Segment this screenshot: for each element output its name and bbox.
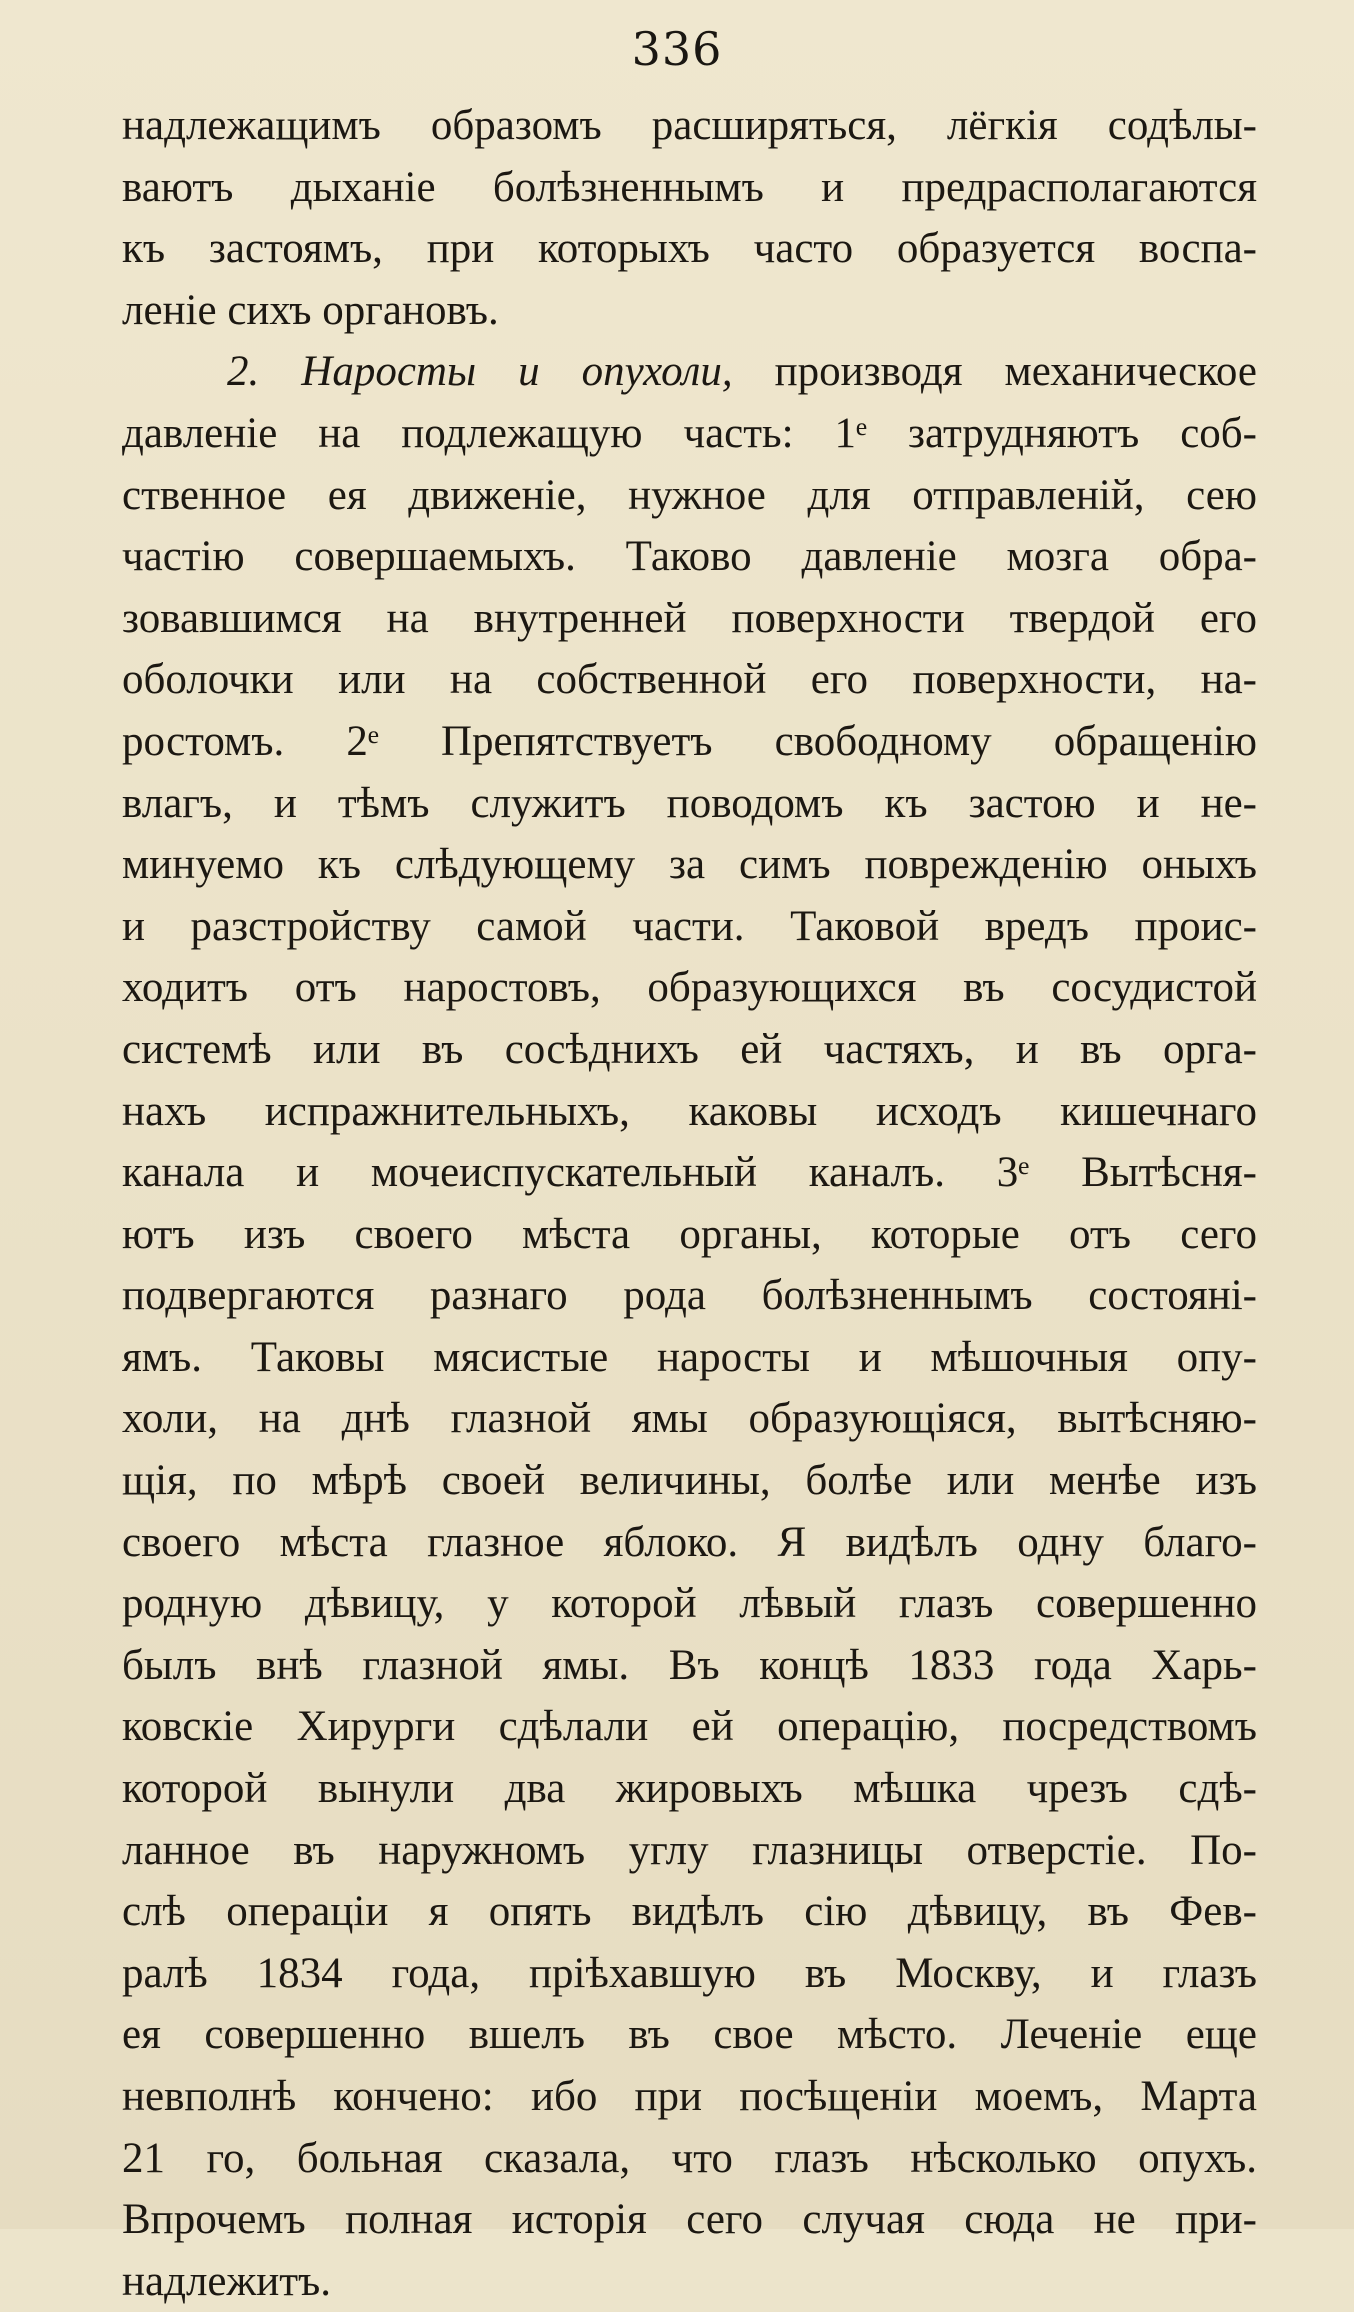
text-line: влагъ, и тѣмъ служитъ поводомъ къ застою и не- bbox=[122, 779, 1257, 827]
text-line: ственное ея движеніе, нужное для отправленій, сею bbox=[122, 471, 1257, 519]
text-line: ралѣ 1834 года, пріѣхавшую въ Москву, и глазъ bbox=[122, 1949, 1257, 1997]
text-line: ямъ. Таковы мясистые наросты и мѣшочныя опу- bbox=[122, 1333, 1257, 1381]
text-line: ваютъ дыханіе болѣзненнымъ и предрасполагаются bbox=[122, 163, 1257, 211]
text-line: частію совершаемыхъ. Таково давленіе мозга обра- bbox=[122, 533, 1257, 581]
text-line: ланное въ наружномъ углу глазницы отверстіе. По- bbox=[122, 1826, 1257, 1874]
text-line: Впрочемъ полная исторія сего случая сюда не при- bbox=[122, 2196, 1257, 2244]
text-line: подвергаются разнаго рода болѣзненнымъ состояні- bbox=[122, 1272, 1257, 1320]
paragraph-heading-line bbox=[122, 341, 1257, 403]
text-line: ходитъ отъ наростовъ, образующихся въ сосудистой bbox=[122, 964, 1257, 1012]
text-line: минуемо къ слѣдующему за симъ поврежденію оныхъ bbox=[122, 841, 1257, 889]
text-line: системѣ или въ сосѣднихъ ей частяхъ, и въ орга- bbox=[122, 1025, 1257, 1073]
text-line: своего мѣста глазное яблоко. Я видѣлъ одну благо- bbox=[122, 1518, 1257, 1566]
text-line: давленіе на подлежащую часть: 1ᵉ затрудняютъ соб- bbox=[122, 409, 1257, 457]
text-line: ростомъ. 2ᵉ Препятствуетъ свободному обращенію bbox=[122, 717, 1257, 765]
text-line: слѣ операціи я опять видѣлъ сію дѣвицу, въ Фев- bbox=[122, 1888, 1257, 1936]
page-number: 336 bbox=[631, 22, 723, 76]
text-line: нахъ испражнительныхъ, каковы исходъ кишечнаго bbox=[122, 1087, 1257, 1135]
text-fragment: производя механическое bbox=[774, 348, 1257, 396]
text-line: къ застоямъ, при которыхъ часто образуется воспа- bbox=[122, 225, 1257, 273]
text-line: надлежащимъ образомъ расширяться, лёгкія содѣлы- bbox=[122, 102, 1257, 149]
text-line: родную дѣвицу, у которой лѣвый глазъ совершенно bbox=[122, 1580, 1257, 1628]
text-line: ея совершенно вшелъ въ свое мѣсто. Леченіе еще bbox=[122, 2011, 1257, 2059]
text-line: холи, на днѣ глазной ямы образующіяся, вытѣсняю- bbox=[122, 1395, 1257, 1443]
text-line: канала и мочеиспускательный каналъ. 3ᵉ Вытѣсня- bbox=[122, 1149, 1257, 1197]
text-line: былъ внѣ глазной ямы. Въ концѣ 1833 года Харь- bbox=[122, 1641, 1257, 1689]
text-line: ковскіе Хирурги сдѣлали ей операцію, посредствомъ bbox=[122, 1703, 1257, 1751]
text-line: оболочки или на собственной его поверхности, на- bbox=[122, 656, 1257, 704]
body-text bbox=[122, 95, 1257, 2312]
text-line: невполнѣ кончено: ибо при посѣщеніи моемъ, Марта bbox=[122, 2073, 1257, 2120]
text-line: надлежитъ. bbox=[122, 2257, 332, 2305]
text-line: 21 го, больная сказала, что глазъ нѣсколько опухъ. bbox=[122, 2134, 1257, 2182]
text-line: которой вынули два жировыхъ мѣшка чрезъ сдѣ- bbox=[122, 1765, 1257, 1813]
text-line: леніе сихъ органовъ. bbox=[122, 286, 499, 334]
section-heading: 2. Наросты и опухоли, bbox=[227, 348, 733, 396]
text-line: и разстройству самой части. Таковой вредъ проис- bbox=[122, 902, 1257, 950]
text-line: ютъ изъ своего мѣста органы, которые отъ сего bbox=[122, 1210, 1257, 1258]
text-line: зовавшимся на внутренней поверхности твердой его bbox=[122, 594, 1257, 642]
text-line: щія, по мѣрѣ своей величины, болѣе или менѣе изъ bbox=[122, 1457, 1257, 1505]
